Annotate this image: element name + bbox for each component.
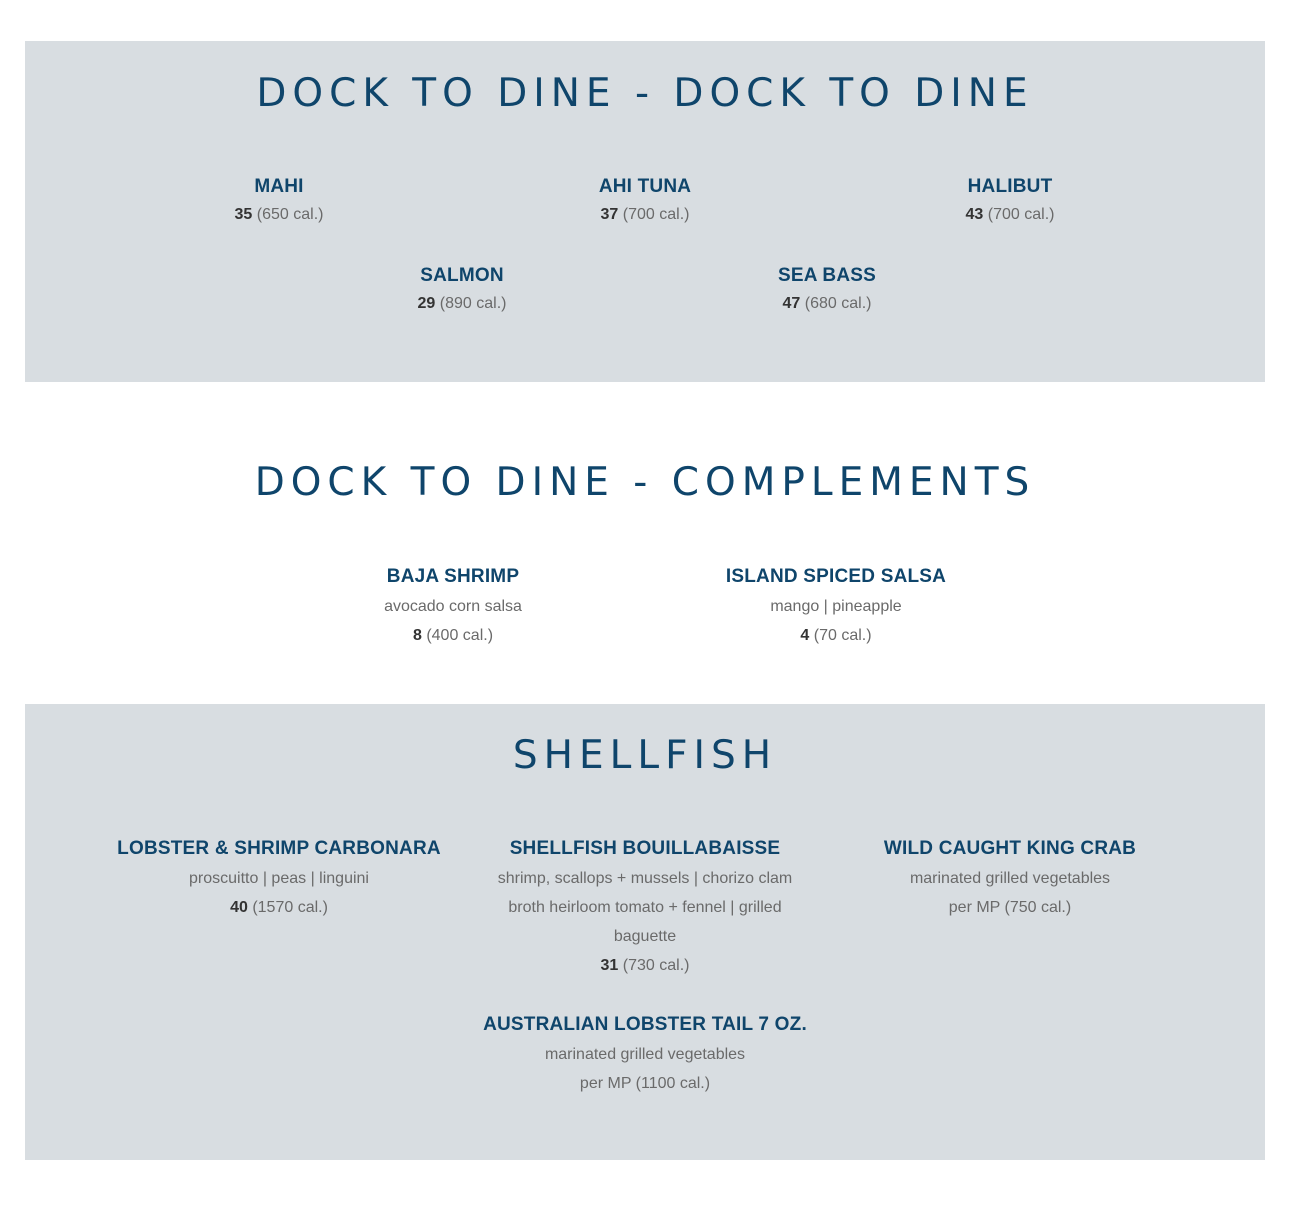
menu-item-baja-shrimp (283, 564, 623, 650)
menu-item-ahi-tuna (475, 174, 815, 229)
item-price (840, 200, 1180, 229)
item-name: HALIBUT (967, 176, 1053, 197)
item-name: WILD CAUGHT KING CRAB (883, 838, 1137, 859)
section-dock-to-dine (25, 41, 1265, 382)
item-description: avocado corn salsa (384, 598, 522, 615)
menu-item-salmon (292, 263, 632, 318)
item-price (89, 893, 469, 922)
item-name: LOBSTER & SHRIMP CARBONARA (117, 838, 441, 859)
item-name: BAJA SHRIMP (386, 566, 520, 587)
item-name: MAHI (254, 176, 304, 197)
calories: (1570 cal.) (252, 899, 328, 916)
price-value: 4 (800, 627, 810, 644)
calories: (650 cal.) (256, 206, 324, 223)
item-name: SHELLFISH BOUILLABAISSE (509, 838, 781, 859)
price-value: 31 (600, 957, 619, 974)
menu-item-wild-caught-king-crab (840, 836, 1180, 922)
price-value: 40 (230, 899, 248, 916)
section-shellfish (25, 704, 1265, 1160)
item-price (475, 200, 815, 229)
item-name: AHI TUNA (598, 176, 692, 197)
item-price (485, 951, 805, 980)
item-name: ISLAND SPICED SALSA (725, 566, 947, 587)
menu-item-island-spiced-salsa (666, 564, 1006, 650)
calories: (700 cal.) (622, 206, 690, 223)
section-title: DOCK TO DINE - DOCK TO DINE (256, 71, 1034, 116)
section-title: DOCK TO DINE - COMPLEMENTS (254, 460, 1036, 505)
section-complements (25, 382, 1265, 704)
item-price (283, 621, 623, 650)
menu-item-halibut (840, 174, 1180, 229)
menu-item-lobster-shrimp-carbonara (89, 836, 469, 922)
calories: (890 cal.) (439, 295, 507, 312)
item-price (109, 200, 449, 229)
section-title: SHELLFISH (512, 733, 778, 778)
item-name: AUSTRALIAN LOBSTER TAIL 7 OZ. (483, 1014, 807, 1035)
item-description: shrimp, scallops + mussels | chorizo clam broth heirloom tomato + fennel | grilled baguette (497, 870, 793, 945)
price-value: 37 (600, 206, 619, 223)
item-price: per MP (750 cal.) (948, 899, 1072, 916)
item-description: marinated grilled vegetables (544, 1046, 746, 1063)
item-description: mango | pineapple (770, 598, 902, 615)
price-value: 35 (234, 206, 253, 223)
item-name: SEA BASS (777, 265, 877, 286)
item-price (292, 289, 632, 318)
menu-item-mahi (109, 174, 449, 229)
price-value: 29 (417, 295, 436, 312)
calories: (70 cal.) (813, 627, 872, 644)
calories: (700 cal.) (987, 206, 1055, 223)
calories: (400 cal.) (426, 627, 494, 644)
menu-item-shellfish-bouillabaisse (485, 836, 805, 980)
item-price (666, 621, 1006, 650)
calories: (680 cal.) (804, 295, 872, 312)
item-price: per MP (1100 cal.) (579, 1075, 711, 1092)
item-price (657, 289, 997, 318)
menu-item-australian-lobster-tail (455, 1012, 835, 1098)
item-description: proscuitto | peas | linguini (189, 870, 369, 887)
calories: (730 cal.) (622, 957, 690, 974)
item-description: marinated grilled vegetables (909, 870, 1111, 887)
price-value: 43 (965, 206, 984, 223)
price-value: 8 (412, 627, 422, 644)
price-value: 47 (782, 295, 801, 312)
item-name: SALMON (420, 265, 504, 286)
menu-item-sea-bass (657, 263, 997, 318)
